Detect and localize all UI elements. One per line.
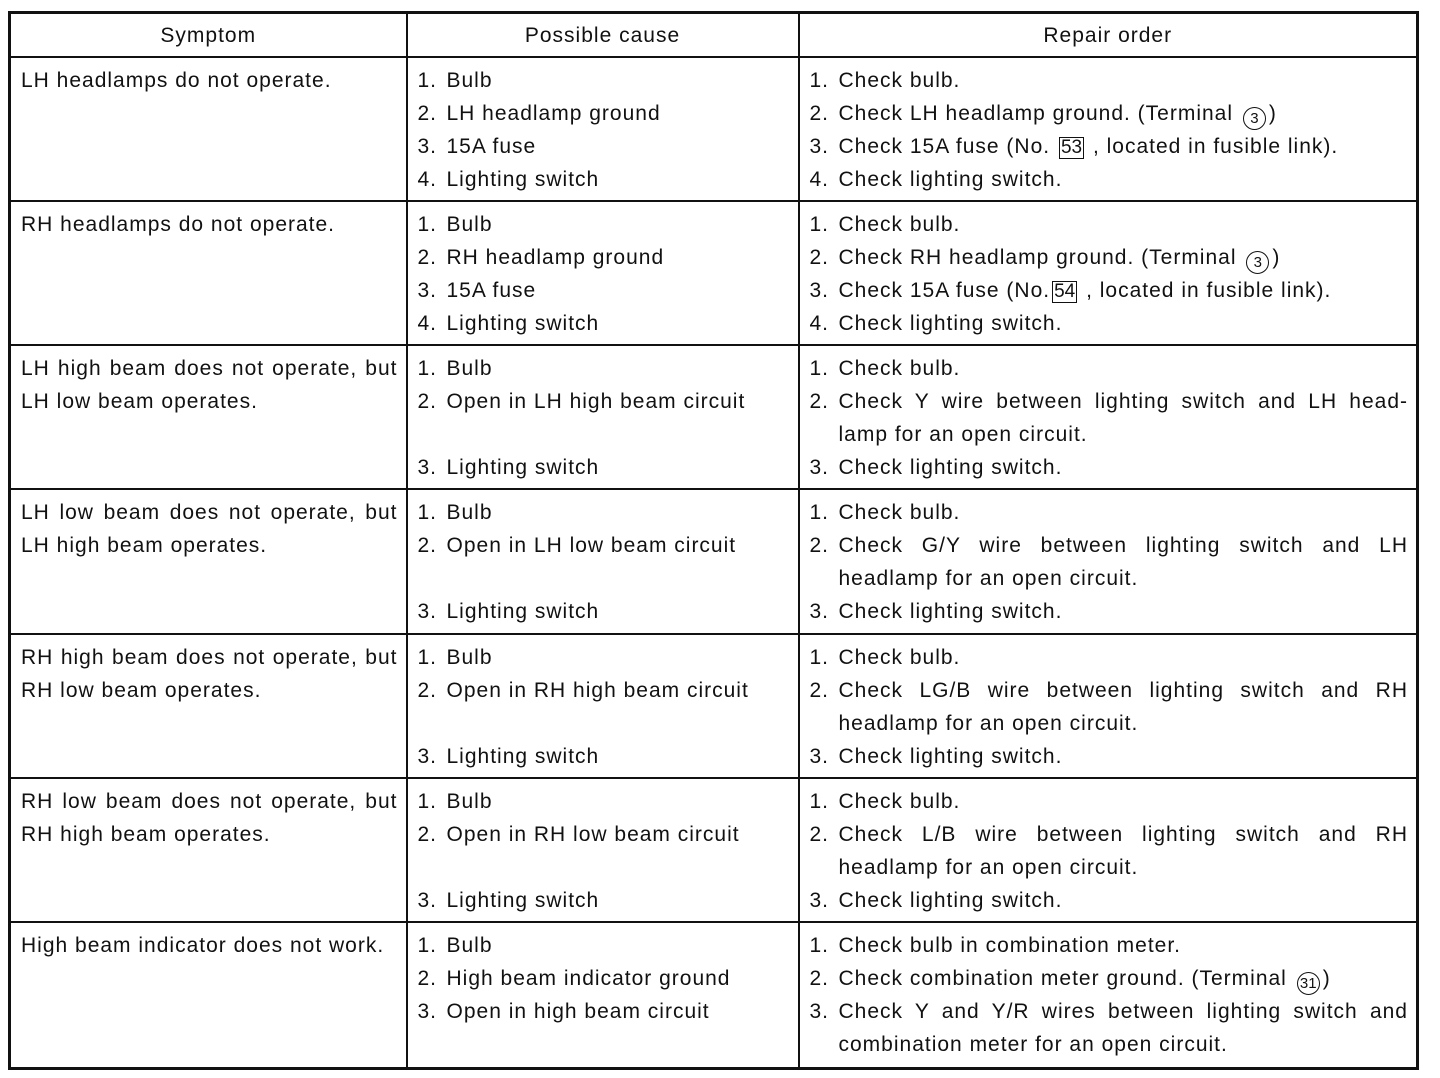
cause-cell xyxy=(407,922,799,1068)
cause-cell xyxy=(407,778,799,922)
repair-item: 2. Check L/B wire between lighting switch and RH headlamp for an open circuit. xyxy=(809,823,1408,879)
table-row xyxy=(10,634,1418,778)
fuse-number-box: 53 xyxy=(1060,137,1083,158)
table-row xyxy=(10,345,1418,489)
cause-item: 3. Lighting switch xyxy=(417,456,600,479)
cause-item: 3. Lighting switch xyxy=(417,600,600,623)
repair-item: 3. Check lighting switch. xyxy=(809,889,1063,912)
repair-cell xyxy=(799,489,1418,634)
repair-cell xyxy=(799,345,1418,489)
cause-item: 2. Open in LH high beam circuit xyxy=(417,390,746,413)
symptom-cell: LH low beam does not operate, but LH high beam operates. xyxy=(10,489,407,634)
cause-item: 1. Bulb xyxy=(417,646,493,669)
terminal-circle-icon: 3 xyxy=(1243,107,1266,130)
cause-item: 2. Open in RH low beam circuit xyxy=(417,823,740,846)
cause-item: 3. Lighting switch xyxy=(417,889,600,912)
cause-item: 3. 15A fuse xyxy=(417,279,537,302)
header-possible-cause: Possible cause xyxy=(407,13,799,58)
repair-item: 1. Check bulb. xyxy=(809,646,961,669)
repair-item: 3. Check lighting switch. xyxy=(809,745,1063,768)
repair-item: 4. Check lighting switch. xyxy=(809,312,1063,335)
cause-item: 1. Bulb xyxy=(417,213,493,236)
repair-item: 1. Check bulb. xyxy=(809,357,961,380)
cause-item: 1. Bulb xyxy=(417,790,493,813)
repair-item: 3. Check 15A fuse (No. 54 , located in fusible link). xyxy=(809,279,1332,302)
repair-item: 1. Check bulb. xyxy=(809,213,961,236)
cause-item: 3. Lighting switch xyxy=(417,745,600,768)
repair-item: 2. Check G/Y wire between lighting switch and LH headlamp for an open circuit. xyxy=(809,534,1408,590)
repair-item: 1. Check bulb. xyxy=(809,69,961,92)
cause-item: 2. RH headlamp ground xyxy=(417,246,665,269)
cause-item: 2. Open in RH high beam circuit xyxy=(417,679,749,702)
cause-item: 4. Lighting switch xyxy=(417,312,600,335)
repair-item: 2. Check RH headlamp ground. (Terminal 3 ) xyxy=(810,241,1409,274)
repair-item: 2. Check LH headlamp ground. (Terminal 3 ) xyxy=(810,97,1409,130)
terminal-circle-icon: 31 xyxy=(1297,972,1320,995)
cause-item: 1. Bulb xyxy=(417,934,493,957)
repair-item: 2. Check LG/B wire between lighting switch and RH headlamp for an open circuit. xyxy=(809,679,1408,735)
fuse-number-box: 54 xyxy=(1054,281,1076,302)
cause-item: 3. Open in high beam circuit xyxy=(417,1000,710,1023)
header-row xyxy=(10,13,1418,58)
cause-cell xyxy=(407,345,799,489)
symptom-cell: RH headlamps do not operate. xyxy=(10,201,407,345)
symptom-cell: LH high beam does not operate, but LH low beam operates. xyxy=(10,345,407,489)
terminal-circle-icon: 3 xyxy=(1246,251,1269,274)
header-symptom: Symptom xyxy=(10,13,407,58)
repair-item: 3. Check lighting switch. xyxy=(809,456,1063,479)
table-row xyxy=(10,489,1418,634)
symptom-cell: RH high beam does not operate, but RH low beam operates. xyxy=(10,634,407,778)
cause-item: 1. Bulb xyxy=(417,501,493,524)
repair-item: 3. Check Y and Y/R wires between lighting switch and combination meter for an open circuit. xyxy=(809,1000,1408,1056)
cause-item: 2. High beam indicator ground xyxy=(417,967,731,990)
repair-item: 1. Check bulb. xyxy=(809,501,961,524)
troubleshooting-table xyxy=(8,11,1419,1070)
repair-item: 1. Check bulb in combination meter. xyxy=(809,934,1181,957)
table-row xyxy=(10,201,1418,345)
repair-cell xyxy=(799,634,1418,778)
symptom-cell: High beam indicator does not work. xyxy=(10,922,407,1068)
repair-cell xyxy=(799,201,1418,345)
cause-item: 2. LH headlamp ground xyxy=(417,102,661,125)
symptom-cell: LH headlamps do not operate. xyxy=(10,57,407,201)
symptom-cell: RH low beam does not operate, but RH high beam operates. xyxy=(10,778,407,922)
repair-item: 3. Check lighting switch. xyxy=(809,600,1063,623)
repair-cell xyxy=(799,922,1418,1068)
header-repair-order: Repair order xyxy=(799,13,1418,58)
cause-item: 1. Bulb xyxy=(417,69,493,92)
cause-item: 4. Lighting switch xyxy=(417,168,600,191)
cause-cell xyxy=(407,489,799,634)
cause-item: 2. Open in LH low beam circuit xyxy=(417,534,737,557)
repair-item: 2. Check combination meter ground. (Terminal 31 ) xyxy=(810,962,1409,995)
repair-item: 3. Check 15A fuse (No. 53 , located in fusible link). xyxy=(809,135,1339,158)
table-row xyxy=(10,57,1418,201)
cause-item: 3. 15A fuse xyxy=(417,135,537,158)
table-row xyxy=(10,778,1418,922)
table-row xyxy=(10,922,1418,1068)
repair-item: 1. Check bulb. xyxy=(809,790,961,813)
repair-item: 4. Check lighting switch. xyxy=(809,168,1063,191)
repair-cell xyxy=(799,778,1418,922)
cause-cell xyxy=(407,201,799,345)
repair-item: 2. Check Y wire between lighting switch and LH head-lamp for an open circuit. xyxy=(809,390,1408,446)
cause-item: 1. Bulb xyxy=(417,357,493,380)
cause-cell xyxy=(407,57,799,201)
repair-cell xyxy=(799,57,1418,201)
cause-cell xyxy=(407,634,799,778)
